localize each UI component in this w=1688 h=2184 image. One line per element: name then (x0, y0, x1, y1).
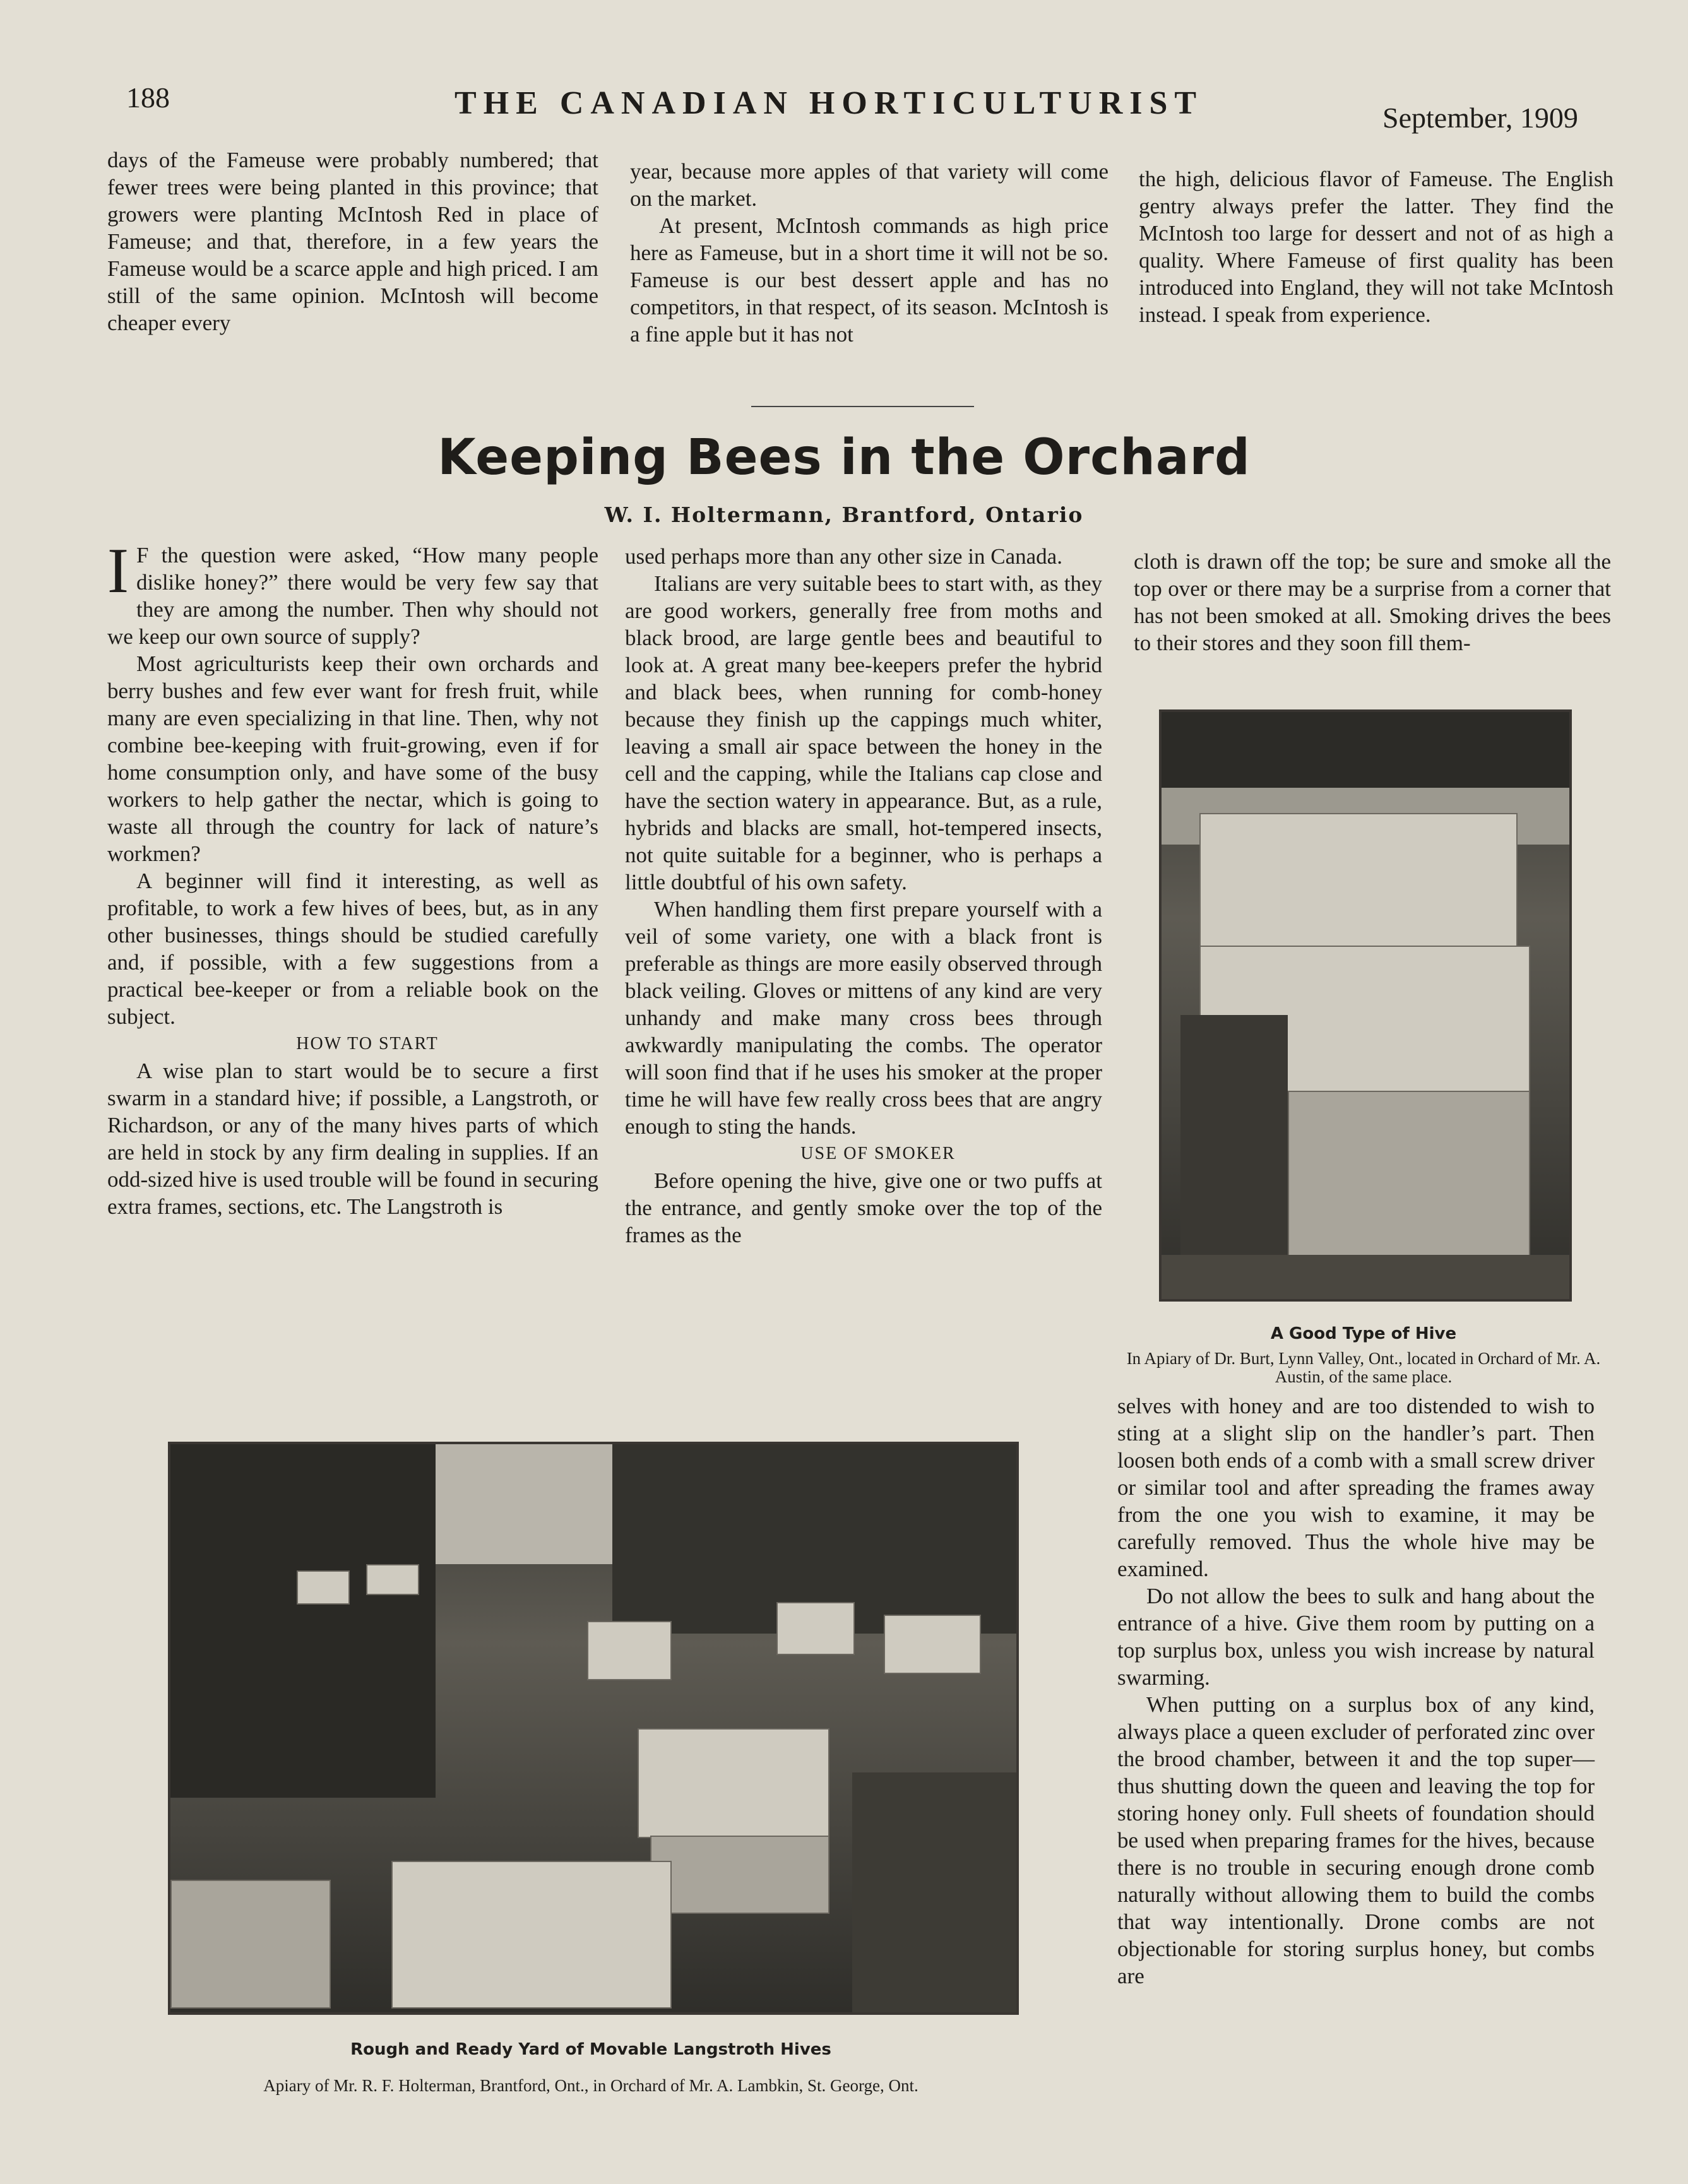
issue-date: September, 1909 (1382, 102, 1578, 134)
figure1-title: A Good Type of Hive (1270, 1324, 1457, 1343)
drop-cap: I (107, 535, 129, 607)
subhead-how-to-start: HOW TO START (296, 1034, 439, 1053)
continued-col2-p1: year, because more apples of that variety will come on the market. (630, 159, 1108, 211)
comb-frame (1180, 1015, 1288, 1280)
section-divider (751, 406, 974, 407)
article-col3-top-text: cloth is drawn off the top; be sure and smoke all the top over or there may be a surprise from a corner that has not been smoked at all. Smoking drives the bees to their stores and they soon fill them- (1134, 549, 1611, 655)
article-col2-p4: Before opening the hive, give one or two puffs at the entrance, and gently smoke over the top of the frames as the (625, 1168, 1102, 1247)
article-column-3-top (1134, 548, 1611, 656)
article-title: Keeping Bees in the Orchard (437, 429, 1251, 486)
figure1-caption: In Apiary of Dr. Burt, Lynn Valley, Ont., located in Orchard of Mr. A. Austin, of the same place. (1126, 1349, 1601, 1386)
figure2-caption: Apiary of Mr. R. F. Holterman, Brantford, Ont., in Orchard of Mr. A. Lambkin, St. George, Ont. (263, 2076, 918, 2095)
continued-col3-text: the high, delicious flavor of Fameuse. The English gentry always prefer the latter. They find the McIntosh too large for dessert and not of as high a quality. Where Fameuse of first quality has been introduced into England, they will not take McIntosh instead. I speak from experience. (1139, 167, 1614, 327)
hive-front-2 (170, 1880, 331, 2009)
article-column-2 (625, 543, 1102, 1249)
hive-far-1 (297, 1570, 350, 1605)
hive-box-top (1199, 813, 1518, 948)
hive-box-bottom (1288, 1091, 1530, 1257)
hive-mid-3 (884, 1615, 981, 1674)
article-column-1 (107, 535, 598, 1220)
article-byline: W. I. Holtermann, Brantford, Ontario (604, 502, 1084, 527)
article-col1-p4: A wise plan to start would be to secure a first swarm in a standard hive; if possible, a Langstroth, or Richardson, or any of the many hives parts of which are held in stock by any firm dealing in supplies. If an odd-sized hive is used trouble will be found in securing extra frames, sections, etc. The Langstroth is (107, 1059, 598, 1219)
article-col3-bottom-p1: selves with honey and are too distended to wish to sting at a slight slip on the handler’s part. Then loosen both ends of a comb with a small screw driver or similar tool and after spreading the frames away from the one you wish to examine, it may be carefully removed. Thus the whole hive may be examined. (1117, 1394, 1595, 1581)
article-col1-p2: Most agriculturists keep their own orchards and berry bushes and few ever want for fresh fruit, while many are even specializing in that line. Then, why not combine bee-keeping with fruit-growing, even if for home consumption only, and have some of the busy workers to help gather the nectar, which is going to waste all through the country for lack of nature’s workmen? (107, 651, 598, 866)
figure2-title: Rough and Ready Yard of Movable Langstroth Hives (350, 2040, 831, 2059)
continued-column-3 (1139, 165, 1614, 328)
article-col1-p1: I F the question were asked, “How many people dislike honey?” there would be very few say that they are among the number. Then why should not we keep our own source of supply? (107, 535, 598, 649)
page-number: 188 (126, 81, 170, 114)
subhead-use-of-smoker: USE OF SMOKER (800, 1144, 956, 1163)
photo-apiary-yard (168, 1442, 1019, 2015)
continued-column-1 (107, 146, 598, 336)
article-col1-p3: A beginner will find it interesting, as well as profitable, to work a few hives of bees, but, as in any other businesses, things should be studied carefully and, if possible, with a few suggestions from a practical bee-keeper or from a reliable book on the subject. (107, 869, 598, 1029)
continued-col2-p2: At present, McIntosh commands as high price here as Fameuse, but in a short time it will not be so. Fameuse is our best dessert apple and has no competitors, in that respect, of its season. McIntosh is a fine apple but it has not (630, 213, 1108, 347)
article-col2-p2: Italians are very suitable bees to start with, as they are good workers, generally free from moths and black brood, are large gentle bees and beautiful to look at. A great many bee-keepers prefer the hybrid and black bees, when running for comb-honey because they finish up the cappings much whiter, leaving a small air space between the honey in the cell and the capping, while the Italians cap close and have the section watery in appearance. But, as a rule, hybrids and blacks are small, hot-tempered insects, not quite suitable for a beginner, who is perhaps a little doubtful of his own safety. (625, 571, 1102, 894)
article-col2-p3: When handling them first prepare yourself with a veil of some variety, one with a black front is preferable as things are more easily observed through black veiling. Gloves or mittens of any kind are very unhandy and make many cross bees through awkwardly manipulating the combs. The operator will soon find that if he uses his smoker at the proper time he will have few really cross bees that are angry enough to sting the hands. (625, 897, 1102, 1139)
photo-good-type-of-hive (1159, 709, 1572, 1302)
hive-mid-1 (587, 1621, 672, 1680)
article-col2-p1: used perhaps more than any other size in Canada. (625, 544, 1062, 569)
article-column-3-bottom (1117, 1392, 1595, 1990)
continued-column-2 (630, 158, 1108, 348)
continued-col1-text: days of the Fameuse were probably numbered; that fewer trees were being planted in this province; that growers were planting McIntosh Red in place of Fameuse; and that, therefore, in a few years the Fameuse would be a scarce apple and high priced. I am still of the same opinion. McIntosh will become cheaper every (107, 148, 598, 335)
article-col3-bottom-p2: Do not allow the bees to sulk and hang about the entrance of a hive. Give them room by putting on a top surplus box, unless you wish increase by natural swarming. (1117, 1584, 1595, 1690)
hive-mid-2 (776, 1602, 855, 1655)
hive-near-1 (638, 1728, 829, 1838)
journal-title: THE CANADIAN HORTICULTURIST (455, 85, 1204, 121)
hive-front-1 (391, 1861, 672, 2009)
article-col3-bottom-p3: When putting on a surplus box of any kind, always place a queen excluder of perforated zinc over the brood chamber, between it and the top super—thus shutting down the queen and leaving the top for storing honey only. Full sheets of foundation should be used when preparing frames for the hives, because there is no trouble in securing enough drone comb naturally without allowing them to build the combs that way intentionally. Drone combs are not objectionable for storing surplus honey, but combs are (1117, 1692, 1595, 1988)
hive-near-1-base (650, 1836, 829, 1914)
hive-far-2 (366, 1564, 419, 1595)
